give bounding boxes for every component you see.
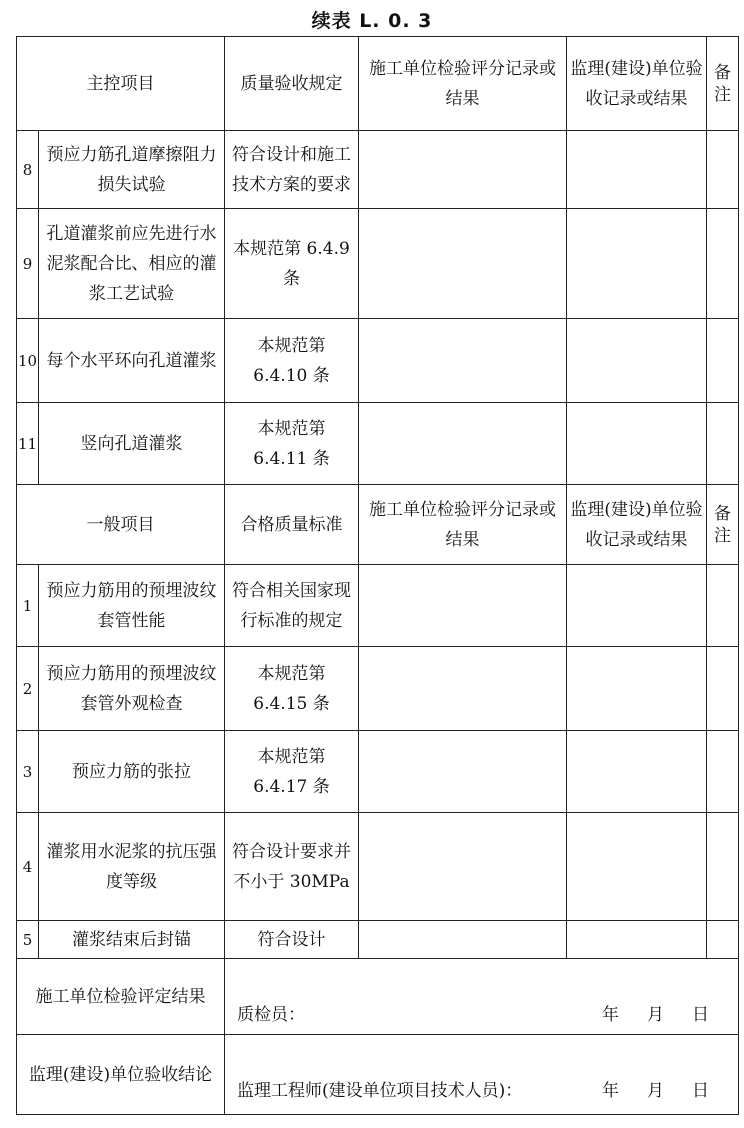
inspection-table: [16, 36, 739, 1115]
contractor-signature-cell[interactable]: [225, 959, 739, 1035]
rule-cell: 本规范第 6.4.10 条: [225, 319, 359, 403]
row-number: 2: [17, 647, 39, 731]
item-cell: 每个水平环向孔道灌浆: [39, 319, 225, 403]
rule-cell: 符合设计要求并不小于 30MPa: [225, 813, 359, 921]
table-row: [17, 565, 739, 647]
header-general-remark: 备注: [707, 485, 739, 565]
rule-cell: 本规范第 6.4.11 条: [225, 403, 359, 485]
header-general-rule: 合格质量标准: [225, 485, 359, 565]
row-number: 1: [17, 565, 39, 647]
contractor-result-cell[interactable]: [359, 209, 567, 319]
supervisor-result-cell[interactable]: [567, 209, 707, 319]
table-row: [17, 731, 739, 813]
item-cell: 预应力筋孔道摩擦阻力损失试验: [39, 131, 225, 209]
contractor-result-cell[interactable]: [359, 647, 567, 731]
row-number: 11: [17, 403, 39, 485]
contractor-result-cell[interactable]: [359, 731, 567, 813]
supervisor-result-cell[interactable]: [567, 403, 707, 485]
table-row: [17, 647, 739, 731]
supervisor-result-cell[interactable]: [567, 813, 707, 921]
supervisor-result-cell[interactable]: [567, 319, 707, 403]
contractor-result-cell[interactable]: [359, 813, 567, 921]
month-label: 月: [647, 1004, 664, 1025]
row-number: 9: [17, 209, 39, 319]
supervisor-signature-cell[interactable]: [225, 1035, 739, 1115]
header-general-supervisor: 监理(建设)单位验收记录或结果: [567, 485, 707, 565]
supervisor-result-label: 监理(建设)单位验收结论: [17, 1035, 225, 1115]
remark-cell[interactable]: [707, 209, 739, 319]
row-number: 10: [17, 319, 39, 403]
year-label: 年: [602, 1080, 619, 1101]
year-label: 年: [602, 1004, 619, 1025]
table-row: [17, 209, 739, 319]
contractor-result-cell[interactable]: [359, 131, 567, 209]
row-number: 5: [17, 921, 39, 959]
rule-cell: 本规范第 6.4.15 条: [225, 647, 359, 731]
remark-cell[interactable]: [707, 921, 739, 959]
contractor-result-label: 施工单位检验评定结果: [17, 959, 225, 1035]
supervisor-result-row: [17, 1035, 739, 1115]
supervisor-result-cell[interactable]: [567, 731, 707, 813]
main-header-row: [17, 37, 739, 131]
remark-cell[interactable]: [707, 731, 739, 813]
item-cell: 灌浆结束后封锚: [39, 921, 225, 959]
row-number: 4: [17, 813, 39, 921]
supervisor-result-cell[interactable]: [567, 921, 707, 959]
row-number: 3: [17, 731, 39, 813]
contractor-result-cell[interactable]: [359, 921, 567, 959]
rule-cell: 本规范第 6.4.9 条: [225, 209, 359, 319]
contractor-result-cell[interactable]: [359, 319, 567, 403]
header-main-remark: 备注: [707, 37, 739, 131]
item-cell: 灌浆用水泥浆的抗压强度等级: [39, 813, 225, 921]
table-row: [17, 131, 739, 209]
table-title: 续表 L. 0. 3: [311, 10, 433, 32]
remark-cell[interactable]: [707, 403, 739, 485]
engineer-label: 监理工程师(建设单位项目技术人员)：: [237, 1080, 523, 1101]
header-main-item: 主控项目: [17, 37, 225, 131]
supervisor-result-cell[interactable]: [567, 131, 707, 209]
general-header-row: [17, 485, 739, 565]
header-general-contractor: 施工单位检验评分记录或结果: [359, 485, 567, 565]
remark-cell[interactable]: [707, 319, 739, 403]
remark-cell[interactable]: [707, 647, 739, 731]
remark-cell[interactable]: [707, 813, 739, 921]
header-main-rule: 质量验收规定: [225, 37, 359, 131]
item-cell: 竖向孔道灌浆: [39, 403, 225, 485]
item-cell: 孔道灌浆前应先进行水泥浆配合比、相应的灌浆工艺试验: [39, 209, 225, 319]
contractor-result-cell[interactable]: [359, 565, 567, 647]
header-main-supervisor: 监理(建设)单位验收记录或结果: [567, 37, 707, 131]
header-general-item: 一般项目: [17, 485, 225, 565]
date-field: [574, 1000, 709, 1030]
table-row: [17, 813, 739, 921]
inspector-label: 质检员：: [237, 1004, 305, 1025]
date-field: [574, 1076, 709, 1106]
rule-cell: 符合设计: [225, 921, 359, 959]
item-cell: 预应力筋用的预埋波纹套管性能: [39, 565, 225, 647]
row-number: 8: [17, 131, 39, 209]
item-cell: 预应力筋的张拉: [39, 731, 225, 813]
table-row: [17, 921, 739, 959]
rule-cell: 符合设计和施工技术方案的要求: [225, 131, 359, 209]
rule-cell: 符合相关国家现行标准的规定: [225, 565, 359, 647]
supervisor-result-cell[interactable]: [567, 565, 707, 647]
contractor-result-row: [17, 959, 739, 1035]
day-label: 日: [692, 1080, 709, 1101]
month-label: 月: [647, 1080, 664, 1101]
remark-cell[interactable]: [707, 131, 739, 209]
remark-cell[interactable]: [707, 565, 739, 647]
rule-cell: 本规范第 6.4.17 条: [225, 731, 359, 813]
table-row: [17, 403, 739, 485]
supervisor-result-cell[interactable]: [567, 647, 707, 731]
item-cell: 预应力筋用的预埋波纹套管外观检查: [39, 647, 225, 731]
contractor-result-cell[interactable]: [359, 403, 567, 485]
table-row: [17, 319, 739, 403]
day-label: 日: [692, 1004, 709, 1025]
header-main-contractor: 施工单位检验评分记录或结果: [359, 37, 567, 131]
